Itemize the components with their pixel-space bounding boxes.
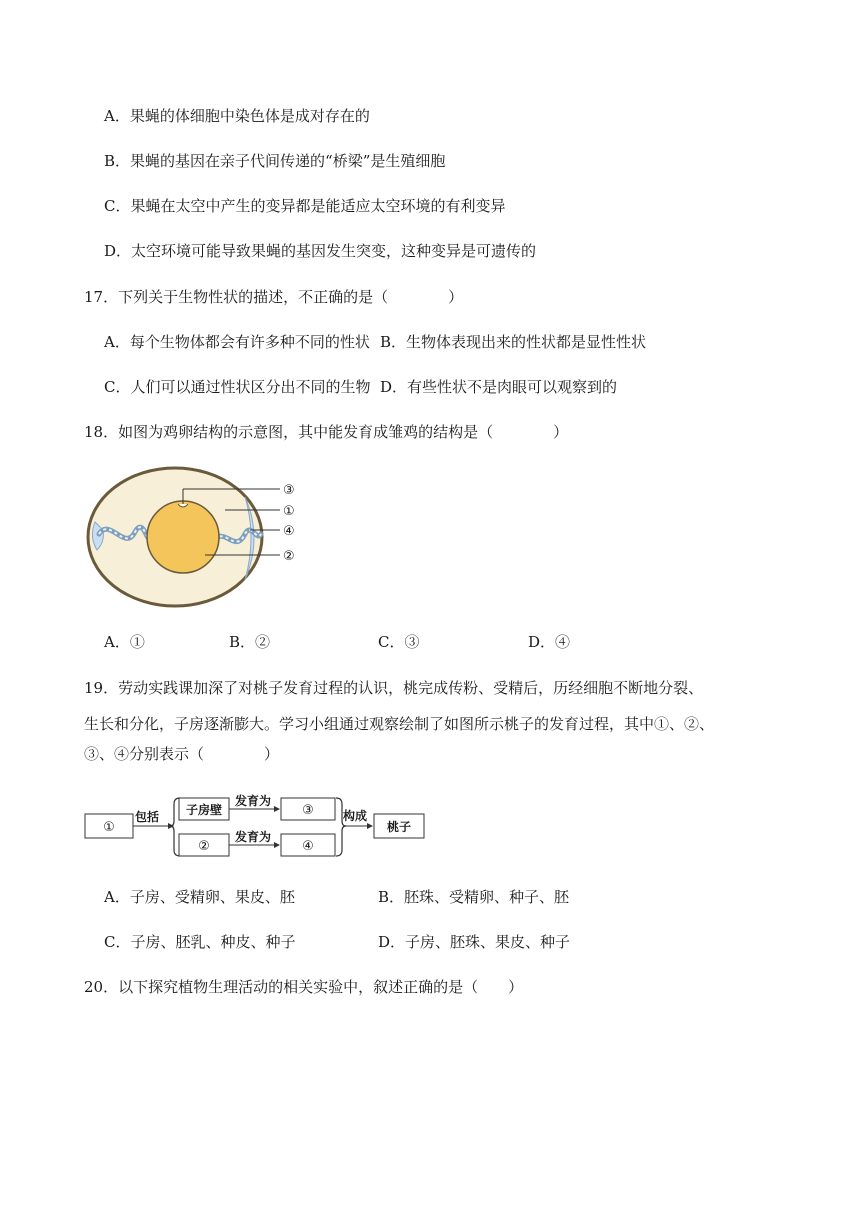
flow-develop-label-2: 发育为 xyxy=(235,830,272,844)
q18-option-b: B．② xyxy=(229,633,271,651)
q18-stem: 18．如图为鸡卵结构的示意图，其中能发育成雏鸡的结构是（ ） xyxy=(84,423,569,441)
yolk xyxy=(147,501,219,573)
flow-develop-label-1: 发育为 xyxy=(235,794,272,808)
q19-stem-line3: ③、④分别表示（ ） xyxy=(84,745,280,763)
q19-stem-line2: 生长和分化，子房逐渐膨大。学习小组通过观察绘制了如图所示桃子的发育过程，其中①、②、 xyxy=(84,715,715,733)
flow-box-1: ① xyxy=(103,820,115,835)
q16-option-b: B．果蝇的基因在亲子代间传递的“桥梁”是生殖细胞 xyxy=(104,152,446,170)
egg-diagram xyxy=(85,462,315,612)
q18-option-a: A．① xyxy=(104,633,145,651)
q20-stem: 20．以下探究植物生理活动的相关实验中，叙述正确的是（ ） xyxy=(84,978,524,996)
q17-option-c: C．人们可以通过性状区分出不同的生物 xyxy=(104,378,371,396)
flow-include-label: 包括 xyxy=(135,810,160,824)
egg-label-1: ① xyxy=(283,504,295,519)
peach-development-flowchart xyxy=(84,794,429,860)
q19-option-d: D．子房、胚珠、果皮、种子 xyxy=(378,933,571,951)
flow-box-4: ④ xyxy=(302,839,314,854)
q19-option-b: B．胚珠、受精卵、种子、胚 xyxy=(378,888,570,906)
q17-option-d: D．有些性状不是肉眼可以观察到的 xyxy=(380,378,618,396)
egg-label-4: ④ xyxy=(283,524,295,539)
q18-option-c: C．③ xyxy=(378,633,420,651)
q19-option-a: A．子房、受精卵、果皮、胚 xyxy=(104,888,295,906)
egg-label-3: ③ xyxy=(283,483,295,498)
q16-option-d: D．太空环境可能导致果蝇的基因发生突变，这种变异是可遗传的 xyxy=(104,242,537,260)
flow-box-3: ③ xyxy=(302,803,314,818)
q19-option-c: C．子房、胚乳、种皮、种子 xyxy=(104,933,296,951)
egg-label-2: ② xyxy=(283,549,295,564)
q16-option-a: A．果蝇的体细胞中染色体是成对存在的 xyxy=(104,107,370,125)
q17-option-a: A．每个生物体都会有许多种不同的性状 xyxy=(104,333,370,351)
flow-peach: 桃子 xyxy=(386,820,412,834)
q18-option-d: D．④ xyxy=(528,633,571,651)
flow-ovary-wall: 子房壁 xyxy=(185,803,223,817)
flow-box-2: ② xyxy=(198,839,210,854)
q19-stem-line1: 19．劳动实践课加深了对桃子发育过程的认识，桃完成传粉、受精后，历经细胞不断地分裂、 xyxy=(84,679,704,697)
q16-option-c: C．果蝇在太空中产生的变异都是能适应太空环境的有利变异 xyxy=(104,197,506,215)
q17-option-b: B．生物体表现出来的性状都是显性性状 xyxy=(380,333,647,351)
q17-stem: 17．下列关于生物性状的描述，不正确的是（ ） xyxy=(84,288,464,306)
flow-compose-label: 构成 xyxy=(343,809,368,823)
